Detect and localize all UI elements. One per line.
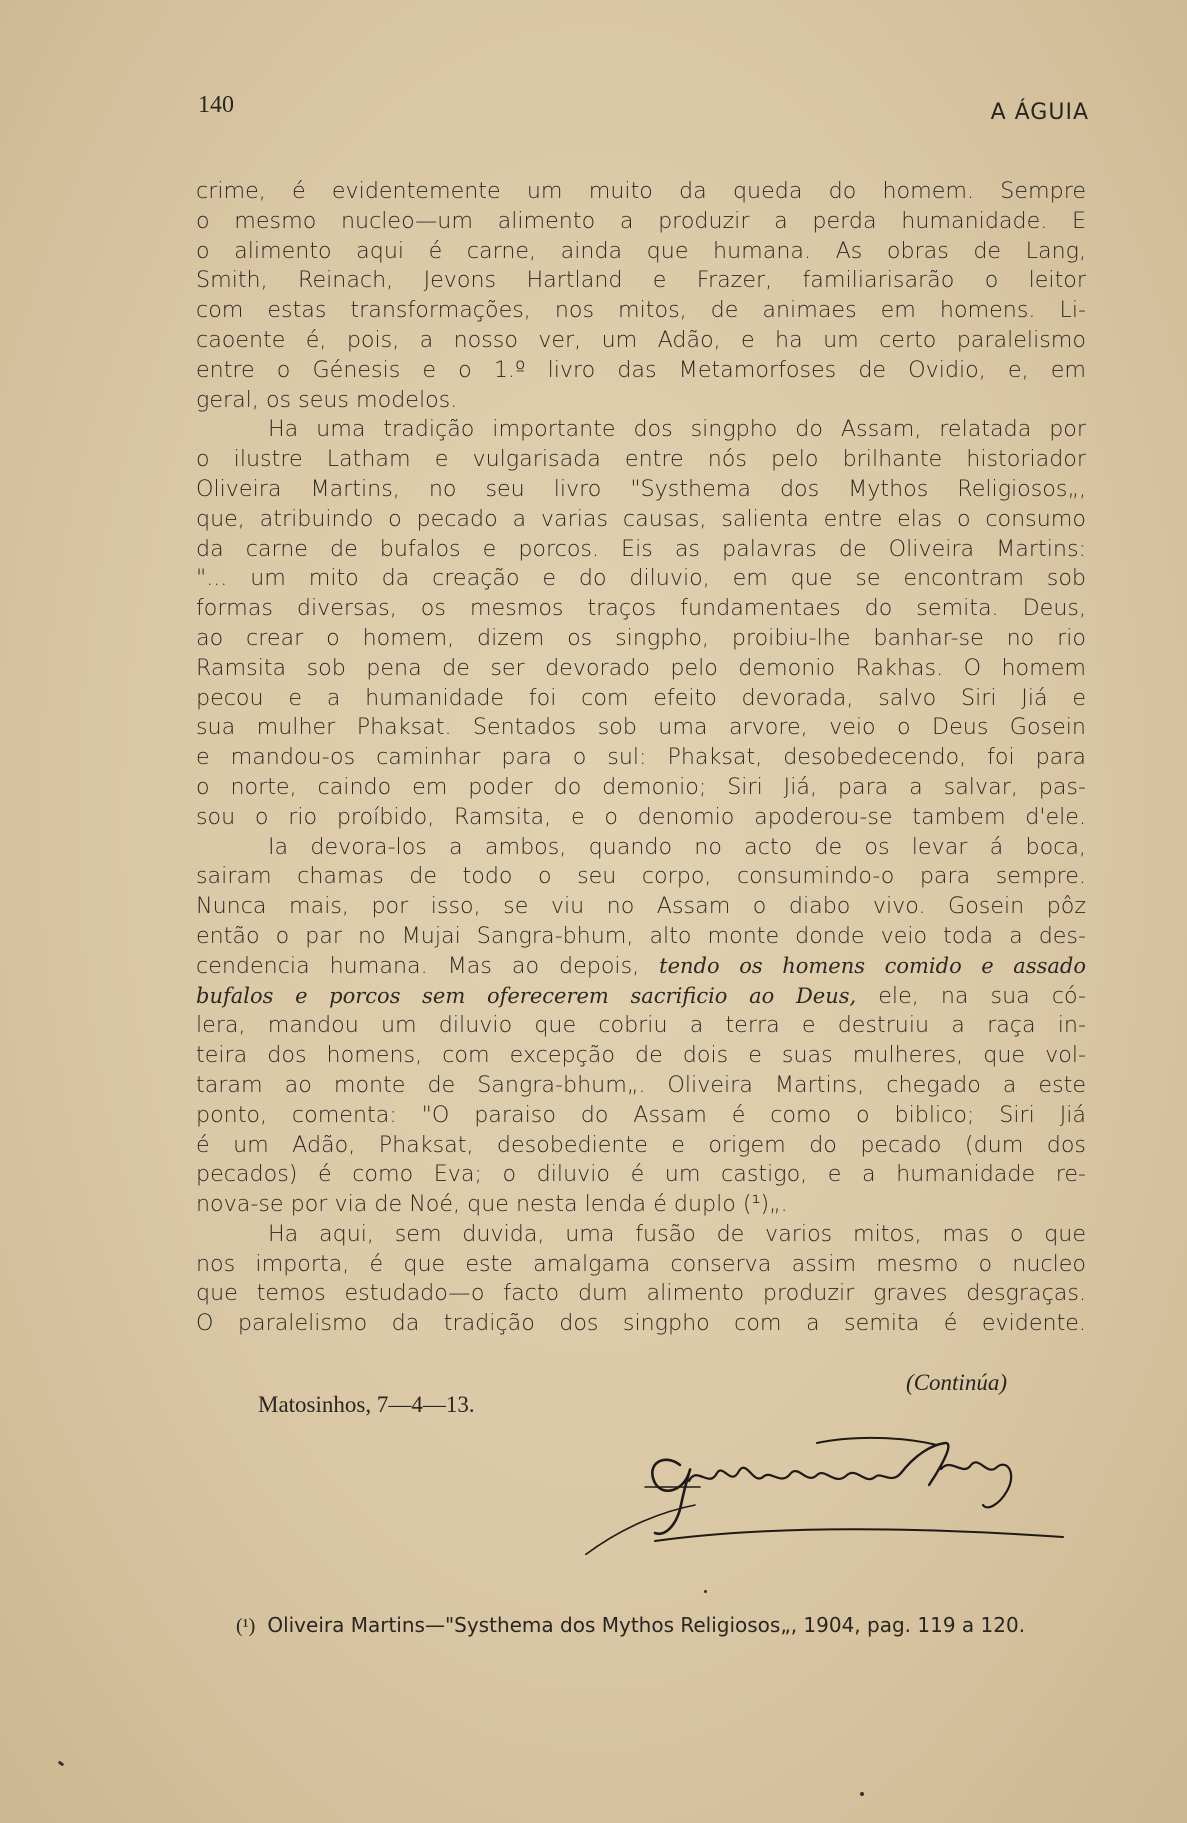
body-line-with-emphasis [196, 982, 1086, 1012]
footnote [236, 1613, 1086, 1638]
body-line: que, atribuindo o pecado a varias causas, salienta entre elas o consumo [196, 505, 1086, 532]
body-line: Oliveira Martins, no seu livro "Systhema dos Mythos Religiosos„, [196, 475, 1086, 502]
body-line: nova-se por via de Noé, que nesta lenda é duplo (¹)„. [196, 1191, 788, 1218]
body-line: pecados) é como Eva; o diluvio é um castigo, e a humanidade re- [196, 1161, 1086, 1188]
body-line: pecou e a humanidade foi com efeito devorada, salvo Siri Jiá e [196, 684, 1086, 711]
body-line: "... um mito da creação e do diluvio, em que se encontram sob [196, 565, 1086, 592]
body-line: com estas transformações, nos mitos, de animaes em homens. Li- [196, 297, 1086, 324]
body-line: Nunca mais, por isso, se viu no Assam o diabo vivo. Gosein pôz [196, 893, 1086, 920]
paragraph-start-line: Ha uma tradição importante dos singpho do Assam, relatada por [268, 416, 1086, 443]
body-line: lera, mandou um diluvio que cobriu a terra e destruiu a raça in- [196, 1012, 1086, 1039]
body-line: geral, os seus modelos. [196, 386, 458, 413]
handwritten-signature [585, 1425, 1065, 1555]
body-line: é um Adão, Phaksat, desobediente e origem do pecado (dum dos [196, 1131, 1086, 1158]
body-line: que temos estudado—o facto dum alimento produzir graves desgraças. [196, 1280, 1086, 1307]
body-line: ao crear o homem, dizem os singpho, proibiu-lhe banhar-se no rio [196, 624, 1086, 651]
body-line: caoente é, pois, a nosso ver, um Adão, e ha um certo paralelismo [196, 326, 1086, 353]
signature-stroke [652, 1460, 690, 1534]
body-line: sairam chamas de todo o seu corpo, consumindo-o para sempre. [196, 863, 1086, 890]
body-line-with-emphasis [196, 952, 1086, 982]
body-line: O paralelismo da tradição dos singpho com a semita é evidente. [196, 1310, 1086, 1337]
signature-stroke [817, 1438, 937, 1445]
body-line: o norte, caindo em poder do demonio; Siri Jiá, para a salvar, pas- [196, 773, 1086, 800]
page-number: 140 [198, 92, 234, 118]
body-line: taram ao monte de Sangra-bhum„. Oliveira Martins, chegado a este [196, 1071, 1086, 1098]
body-line: sua mulher Phaksat. Sentados sob uma arvore, veio o Deus Gosein [196, 714, 1086, 741]
running-head: A ÁGUIA [990, 100, 1089, 125]
paper-speck [860, 1792, 864, 1796]
body-line: sou o rio proíbido, Ramsita, e o denomio apoderou-se tambem d'ele. [196, 803, 1086, 830]
footnote-text: Oliveira Martins—"Systhema dos Mythos Religiosos„, 1904, pag. 119 a 120. [267, 1613, 1026, 1637]
paper-speck [704, 1590, 707, 1593]
body-line: teira dos homens, com excepção de dois e suas mulheres, que vol- [196, 1042, 1086, 1069]
paper-speck [58, 1761, 65, 1767]
body-line: crime, é evidentemente um muito da queda do homem. Sempre [196, 178, 1086, 204]
signature-underline [655, 1529, 1063, 1541]
body-line: Ramsita sob pena de ser devorado pelo demonio Rakhas. O homem [196, 654, 1086, 681]
paragraph-start-line: Ha aqui, sem duvida, uma fusão de varios mitos, mas o que [268, 1220, 1086, 1247]
article-body [196, 177, 1086, 1339]
body-line: e mandou-os caminhar para o sul: Phaksat, desobedecendo, foi para [196, 744, 1086, 771]
body-line: da carne de bufalos e porcos. Eis as palavras de Oliveira Martins: [196, 535, 1086, 562]
signature-stroke [689, 1468, 901, 1481]
place-date: Matosinhos, 7—4—13. [258, 1392, 475, 1417]
signature-stroke [941, 1462, 1011, 1507]
emphasis-text: bufalos e porcos sem oferecerem sacrificio ao Deus, [196, 983, 857, 1008]
continuation-note: (Continúa) [906, 1370, 1007, 1395]
body-line: o ilustre Latham e vulgarisada entre nós pelo brilhante historiador [196, 446, 1086, 473]
body-text-run: cendencia humana. Mas ao depois, [196, 952, 640, 979]
body-line: o mesmo nucleo—um alimento a produzir a perda humanidade. E [196, 207, 1086, 234]
body-line: nos importa, é que este amalgama conserva assim mesmo o nucleo [196, 1250, 1086, 1277]
emphasis-text: tendo os homens comido e assado [659, 953, 1086, 978]
body-line: entre o Génesis e o 1.º livro das Metamorfoses de Ovidio, e, em [196, 356, 1086, 383]
signature-stroke [901, 1443, 948, 1485]
body-line: ponto, comenta: "O paraiso do Assam é como o biblico; Siri Jiá [196, 1101, 1086, 1128]
footnote-mark: (¹) [236, 1615, 256, 1637]
body-line: Ia devora-los a ambos, quando no acto de os levar á boca, [268, 833, 1086, 860]
body-line: Smith, Reinach, Jevons Hartland e Frazer, familiarisarão o leitor [196, 267, 1086, 294]
body-line: o alimento aqui é carne, ainda que humana. As obras de Lang, [196, 237, 1086, 264]
body-text-run: ele, na sua có- [878, 982, 1087, 1009]
body-line: formas diversas, os mesmos traços fundamentaes do semita. Deus, [196, 595, 1086, 622]
body-line: então o par no Mujai Sangra-bhum, alto monte donde veio toda a des- [196, 922, 1086, 949]
